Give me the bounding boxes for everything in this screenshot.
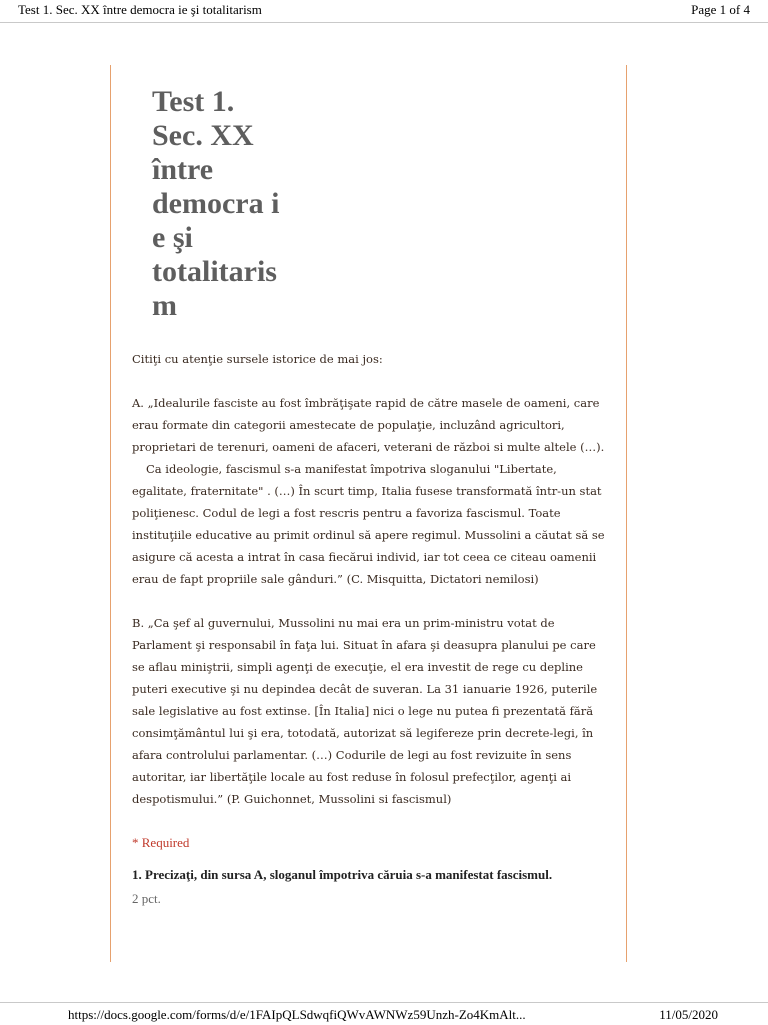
footer-url: https://docs.google.com/forms/d/e/1FAIpQLSdwqfiQWvAWNWz59Unzh-Zo4KmAlt... — [68, 1007, 526, 1022]
required-label: * Required — [132, 835, 190, 850]
page-number: Page 1 of 4 — [691, 2, 750, 17]
form-title — [152, 85, 302, 323]
intro-text: Citiţi cu atenţie sursele istorice de mai jos: — [132, 352, 383, 366]
source-a-paragraph-2: Ca ideologie, fascismul s-a manifestat împotriva sloganului "Libertate, egalitate, fraternitate" . (…) În scurt timp, Italia fusese transformată într-un stat poliţienesc. Codul de legi a fost rescris pentru a favoriza fascismul. Toate instituţiile educative au primit ordinul să apere regimul. Mussolini a căutat să se asigure că acesta a intrat în casa fiecărui individ, iar tot ceea ce citeau oamenii erau de fapt propriile sale gânduri.” (C. Misquitta, Dictatori nemilosi) — [132, 462, 605, 586]
form-title-line: democra i — [152, 187, 280, 220]
question-1-points: 2 pct. — [132, 891, 161, 906]
page-footer — [0, 1002, 768, 1025]
page-header — [0, 0, 768, 23]
source-a-paragraph-1: A. „Idealurile fasciste au fost îmbrăţişate rapid de către masele de oameni, care erau formate din categorii amestecate de populaţie, incluzând agricultori, proprietari de terenuri, oameni de afaceri, veterani de război si multe altele (…). — [132, 396, 605, 454]
footer-date: 11/05/2020 — [659, 1007, 718, 1022]
form-title-line: totalitaris — [152, 255, 277, 288]
form-title-line: e şi — [152, 221, 193, 254]
form-title-line: m — [152, 289, 177, 322]
form-title-line: Sec. XX — [152, 119, 254, 152]
form-title-line: Test 1. — [152, 85, 235, 118]
question-1-title: 1. Precizaţi, din sursa A, sloganul împotriva căruia s-a manifestat fascismul. — [132, 867, 553, 882]
form-description — [132, 348, 608, 910]
form-title-line: între — [152, 153, 214, 186]
document-title: Test 1. Sec. XX între democra ie şi totalitarism — [18, 2, 262, 17]
source-b-paragraph: B. „Ca şef al guvernului, Mussolini nu mai era un prim-ministru votat de Parlament şi responsabil în faţa lui. Situat în afara şi deasupra planului pe care se aflau miniştrii, simpli agenţi de execuţie, el era investit de rege cu depline puteri executive şi nu depindea decât de suveran. La 31 ianuarie 1926, puterile sale legislative au fost extinse. [În Italia] nici o lege nu putea fi prezentată fără consimţământul lui şi era, totodată, autorizat să legifereze prin decrete-legi, în afara controlului parlamentar. (…) Codurile de legi au fost revizuite în sens autoritar, iar libertăţile locale au fost reduse în folosul prefecţilor, agenţi ai despotismului.” (P. Guichonnet, Mussolini si fascismul) — [132, 616, 598, 806]
